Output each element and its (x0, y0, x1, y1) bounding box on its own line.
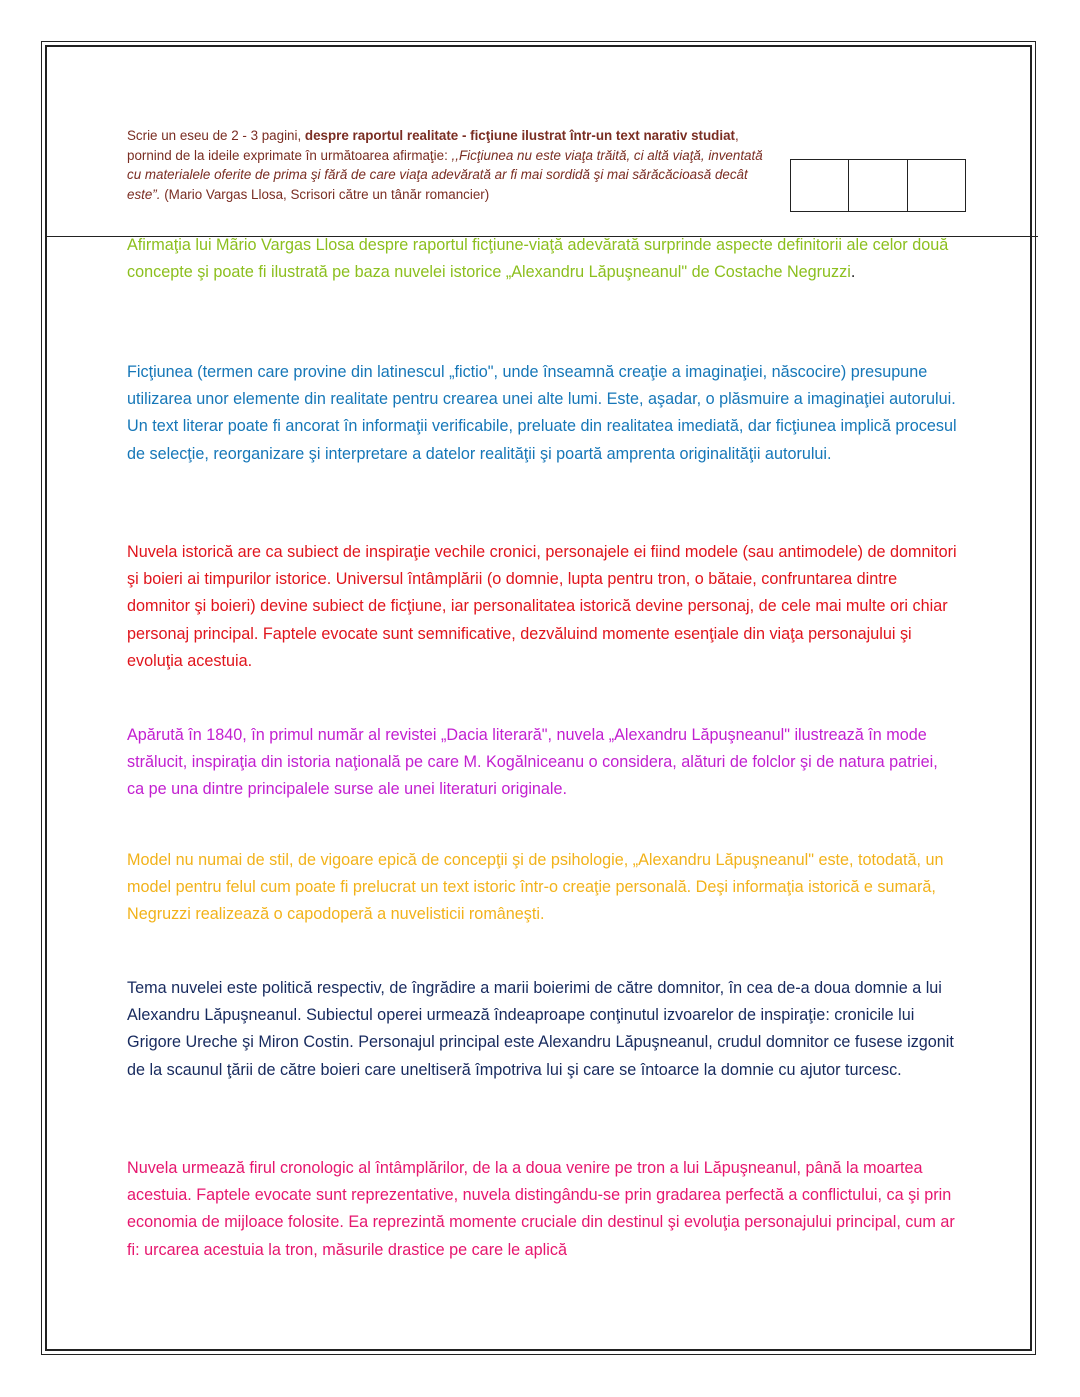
paragraph-intro (127, 232, 957, 286)
paragraph-aparuta: Apărută în 1840, în primul număr al revistei „Dacia literară", nuvela „Alexandru Lăpuşneanul" ilustrează în mode strălucit, inspiraţia din istoria naţională pe care M. Kogălniceanu o considera, alături de folclor şi de natura patriei, ca pe una dintre principalele surse ale unei literaturi originale. (127, 726, 938, 799)
paragraph-intro-period: . (850, 263, 856, 282)
grade-box-1[interactable] (791, 160, 849, 211)
paragraph-fictiune: Ficţiunea (termen care provine din latinescul „fictio", unde înseamnă creaţie a imaginaţiei, născocire) presupune utilizarea unor elemente din realitate pentru crearea unei alte lumi. Este, aşadar, o plăsmuire a imaginaţiei autorului. Un text literar poate fi ancorat în informaţii verificabile, preluate din realitatea imediată, dar ficţiunea implică procesul de selecţie, reorganizare şi interpretare a datelor realităţii şi poartă amprenta originalităţii autorului. (127, 363, 957, 463)
paragraph-intro-text: Afirmaţia lui Mãrio Vargas Llosa despre raportul ficţiune-viaţă adevărată surprinde aspecte definitorii ale celor două concepte şi poate fi ilustrată pe baza nuvelei istorice „Alexandru Lăpuşneanul" de Costache Negruzzi (127, 236, 949, 282)
prompt-middle: , pornind de la ideile exprimate în următoarea afirmaţie: (127, 128, 739, 163)
prompt-intro: Scrie un eseu de 2 - 3 pagini, (127, 128, 305, 143)
grade-box-2[interactable] (849, 160, 907, 211)
essay-prompt (127, 126, 777, 204)
prompt-topic: despre raportul realitate - ficţiune ilustrat într-un text narativ studiat (304, 128, 735, 143)
prompt-citation: (Mario Vargas Llosa, Scrisori către un tânăr romancier) (160, 186, 490, 202)
prompt-quote: ,,Ficţiunea nu este viaţa trăită, ci altă viaţă, inventată cu materialele oferite de prima şi fără de care viaţa adevărată ar fi mai sordidă şi mai sărăcăcioasă decât este”. (127, 147, 763, 202)
paragraph-cronologic: Nuvela urmează firul cronologic al întâmplărilor, de la a doua venire pe tron a lui Lăpuşneanul, până la moartea acestuia. Faptele evocate sunt reprezentative, nuvela distingându-se prin gradarea perfectă a conflictului, ca şi prin economia de mijloace folosite. Ea reprezintă momente cruciale din destinul şi evoluţia personajului principal, cum ar fi: urcarea acestuia la tron, măsurile drastice pe care le aplică (127, 1159, 955, 1259)
grade-box-3[interactable] (908, 160, 965, 211)
paragraph-nuvela-istorica: Nuvela istorică are ca subiect de inspiraţie vechile cronici, personajele ei fiind modele (sau antimodele) de domnitori şi boieri ai timpurilor istorice. Universul întâmplării (o domnie, lupta pentru tron, o bătaie, confruntarea dintre domnitor şi boieri) devine subiect de ficţiune, iar personalitatea istorică devine personaj, de cele mai multe ori chiar personaj principal. Faptele evocate sunt semnificative, dezvăluind momente esenţiale din viaţa personajului şi evoluţia acestuia. (127, 543, 957, 670)
paragraph-model: Model nu numai de stil, de vigoare epică de concepţii şi de psihologie, „Alexandru Lăpuşneanul" este, totodată, un model pentru felul cum poate fi prelucrat un text istoric într-o creaţie personală. Deşi informaţia istorică e sumară, Negruzzi realizează o capodoperă a nuvelisticii româneşti. (127, 851, 944, 924)
grade-boxes (790, 159, 966, 212)
paragraph-tema: Tema nuvelei este politică respectiv, de îngrădire a marii boierimi de către domnitor, în cea de-a doua domnie a lui Alexandru Lăpuşneanul. Subiectul operei urmează îndeaproape conţinutul izvoarelor de inspiraţie: cronicile lui Grigore Ureche şi Miron Costin. Personajul principal este Alexandru Lăpuşneanul, crudul domnitor ce fusese izgonit de la scaunul ţării de către boieri care uneltiseră împotriva lui şi care se întoarce la domnie cu ajutor turcesc. (127, 979, 954, 1079)
